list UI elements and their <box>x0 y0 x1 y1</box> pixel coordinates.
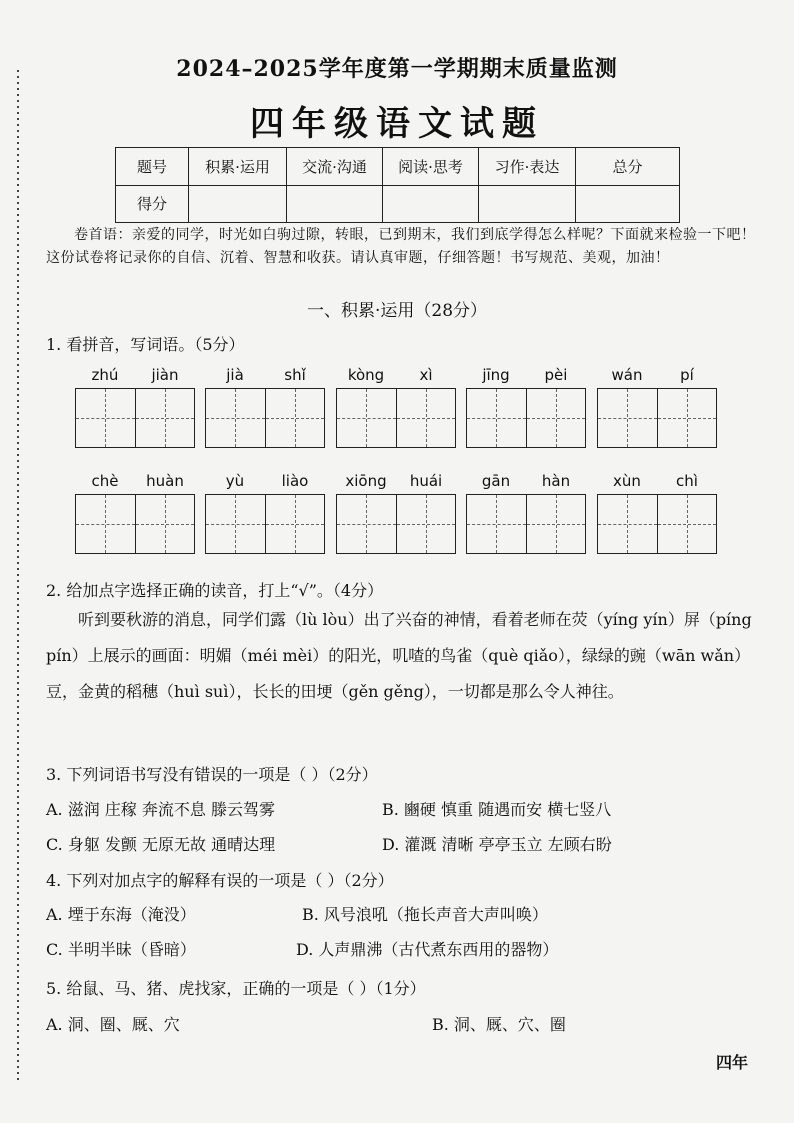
writing-grid[interactable] <box>336 494 456 554</box>
writing-grid[interactable] <box>466 388 586 448</box>
intro-text: 卷首语：亲爱的同学，时光如白驹过隙，转眼，已到期末，我们到底学得怎么样呢？下面就来检验一下吧！这份试卷将记录你的自信、沉着、智慧和收获。请认真审题，仔细答题！书写规范、美观，加油！ <box>46 227 756 266</box>
question-1-stem: 1. 看拼音，写词语。（5分） <box>46 335 245 354</box>
question-4-option-a[interactable]: A. 堙于东海（淹没） <box>46 905 196 924</box>
score-table-header: 习作·表达 <box>479 148 576 186</box>
score-table <box>115 147 680 223</box>
pinyin-label: gān <box>481 472 511 490</box>
score-cell[interactable] <box>383 185 479 223</box>
pinyin-label: yù <box>225 472 245 490</box>
page-marker: 四年 <box>716 1053 749 1072</box>
question-5-option-b[interactable]: B. 洞、厩、穴、圈 <box>432 1015 566 1034</box>
score-cell[interactable] <box>576 185 680 223</box>
score-table-header: 阅读·思考 <box>383 148 479 186</box>
score-cell[interactable] <box>287 185 383 223</box>
writing-grid[interactable] <box>597 494 717 554</box>
pinyin-label: liào <box>281 472 309 490</box>
pinyin-label: hàn <box>541 472 571 490</box>
question-5-stem: 5. 给鼠、马、猪、虎找家，正确的一项是（ ）（1分） <box>46 979 426 998</box>
section-title: 一、积累·运用（28分） <box>306 301 488 321</box>
question-2-stem: 2. 给加点字选择正确的读音，打上“√”。（4分） <box>46 581 384 600</box>
score-cell[interactable] <box>479 185 576 223</box>
question-2-paragraph: 听到要秋游的消息，同学们露（lù lòu）出了兴奋的神情，看着老师在荧（yíng yín）屏（píng pín）上展示的画面：明媚（méi mèi）的阳光，叽喳的鸟雀（què qiǎo），绿绿的豌（wān wǎn）豆，金黄的稻穗（huì suì），长长的田埂（gěn gěng），一切都是那么令人神往。 <box>46 610 752 701</box>
pinyin-label: kòng <box>347 366 385 384</box>
pinyin-label: jiàn <box>151 366 179 384</box>
binding-line <box>14 70 22 1080</box>
writing-grid[interactable] <box>466 494 586 554</box>
pinyin-label: jià <box>226 366 244 384</box>
writing-grid[interactable] <box>597 388 717 448</box>
score-table-header-row <box>116 148 680 186</box>
score-table-header: 总分 <box>576 148 680 186</box>
writing-grid[interactable] <box>336 388 456 448</box>
score-table-header: 积累·运用 <box>189 148 287 186</box>
question-3-option-c[interactable]: C. 身躯 发颤 无原无故 通晴达理 <box>46 835 276 854</box>
writing-grid[interactable] <box>75 388 195 448</box>
pinyin-label: shǐ <box>284 366 306 384</box>
score-table-score-row <box>116 185 680 223</box>
pinyin-label: chè <box>91 472 119 490</box>
score-cell[interactable] <box>189 185 287 223</box>
pinyin-label: xùn <box>613 472 641 490</box>
question-3-option-d[interactable]: D. 灌溉 清晰 亭亭玉立 左顾右盼 <box>382 835 612 854</box>
question-3-option-b[interactable]: B. 豳硬 慎重 随遇而安 横七竖八 <box>382 800 612 819</box>
pinyin-label: xiōng <box>345 472 387 490</box>
pinyin-label: pèi <box>544 366 568 384</box>
score-table-header: 交流·沟通 <box>287 148 383 186</box>
pinyin-label: pí <box>680 366 694 384</box>
exam-subtitle: 四年级语文试题 <box>250 104 544 144</box>
question-5-option-a[interactable]: A. 洞、圈、厩、穴 <box>46 1015 180 1034</box>
question-4-option-b[interactable]: B. 风号浪吼（拖长声音大声叫唤） <box>302 905 548 924</box>
writing-grid[interactable] <box>205 388 325 448</box>
exam-title: 2024–2025学年度第一学期期末质量监测 <box>176 56 618 82</box>
question-4-stem: 4. 下列对加点字的解释有误的一项是（ ）（2分） <box>46 871 394 890</box>
pinyin-label: wán <box>611 366 643 384</box>
writing-grid[interactable] <box>75 494 195 554</box>
question-4-option-c[interactable]: C. 半明半昧（昏暗） <box>46 940 196 959</box>
score-row-label: 得分 <box>116 185 189 223</box>
question-3-option-a[interactable]: A. 滋润 庄稼 奔流不息 滕云驾雾 <box>46 800 275 819</box>
question-3-stem: 3. 下列词语书写没有错误的一项是（ ）（2分） <box>46 765 378 784</box>
pinyin-label: zhú <box>91 366 119 384</box>
writing-grid[interactable] <box>205 494 325 554</box>
pinyin-label: xì <box>419 366 433 384</box>
pinyin-label: jīng <box>482 366 510 384</box>
pinyin-label: huàn <box>146 472 184 490</box>
score-table-header: 题号 <box>116 148 189 186</box>
pinyin-label: chì <box>676 472 698 490</box>
pinyin-label: huái <box>409 472 443 490</box>
question-4-option-d[interactable]: D. 人声鼎沸（古代煮东西用的器物） <box>296 940 559 959</box>
